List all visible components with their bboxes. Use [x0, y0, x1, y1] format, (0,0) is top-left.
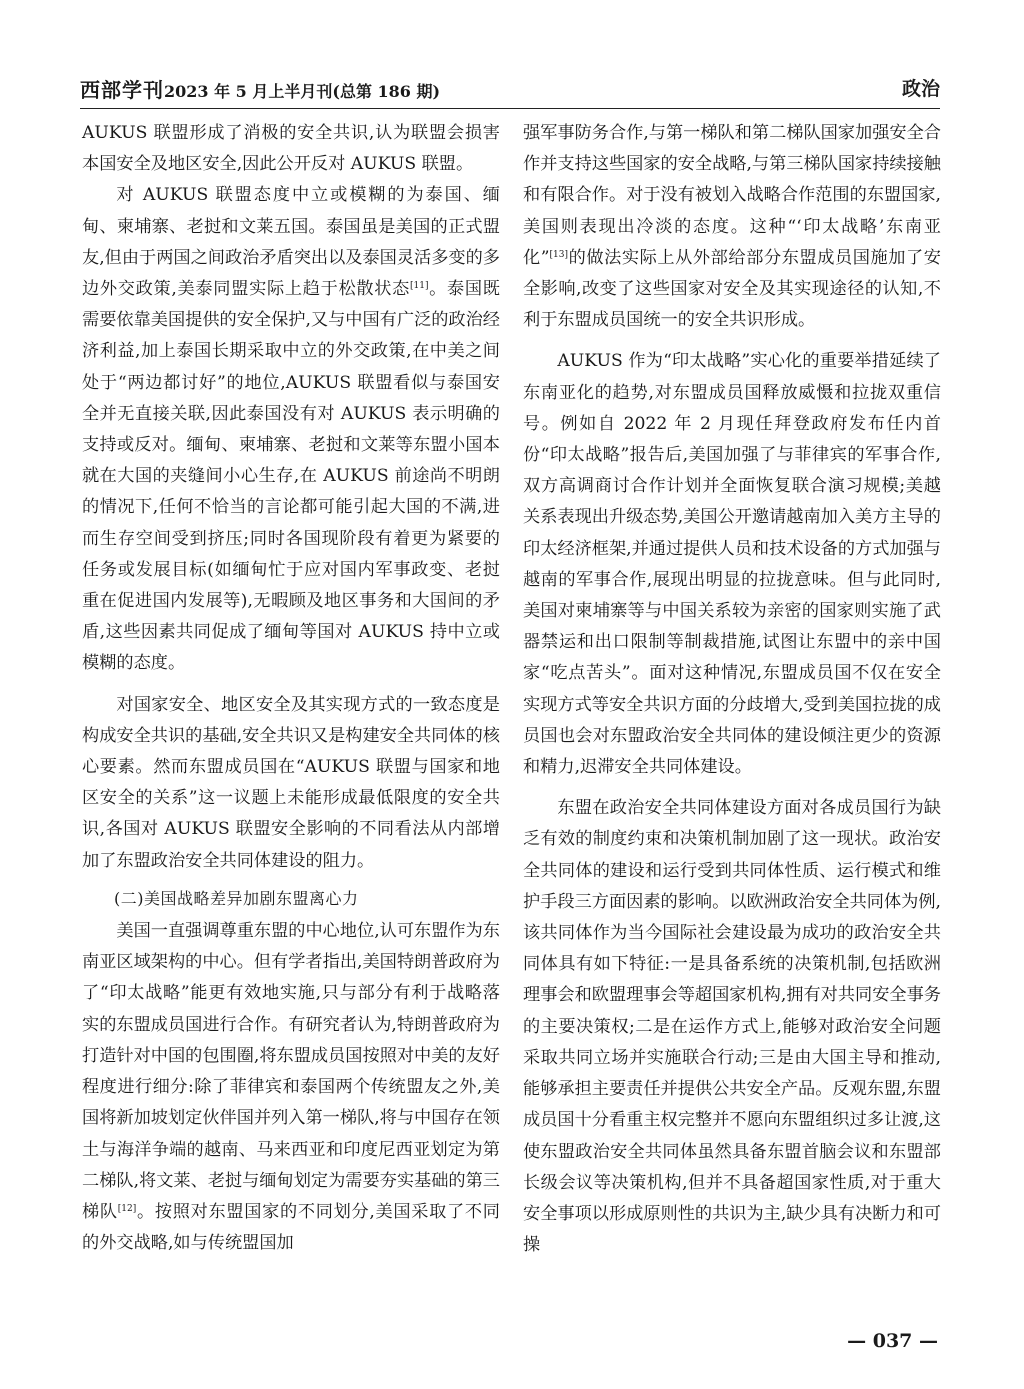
left-column — [82, 118, 500, 1259]
paragraph: 东盟在政治安全共同体建设方面对各成员国行为缺乏有效的制度约束和决策机制加剧了这一现状。政治安全共同体的建设和运行受到共同体性质、运行模式和维护手段三方面因素的影响。以欧洲政治安全共同体为例,该共同体作为当今国际社会建设最为成功的政治安全共同体具有如下特征:一是具备系统的决策机制,包括欧洲理事会和欧盟理事会等超国家机构,拥有对共同安全事务的主要决策权;二是在运作方式上,能够对政治安全问题采取共同立场并实施联合行动;三是由大国主导和推动,能够承担主要责任并提供公共安全产品。反观东盟,东盟成员国十分看重主权完整并不愿向东盟组织过多让渡,这使东盟政治安全共同体虽然具备东盟首脑会议和东盟部长级会议等决策机构,但并不具备超国家性质,对于重大安全事项以形成原则性的共识为主,缺少具有决断力和可操 — [523, 798, 941, 1256]
journal-title — [80, 74, 440, 103]
paragraph: AUKUS 作为“印太战略”实心化的重要举措延续了东南亚化的趋势,对东盟成员国释放威慑和拉拢双重信号。例如自 2022 年 2 月现任拜登政府发布任内首份“印太战略”报告后,美国加强了与菲律宾的军事合作,双方高调商讨合作计划并全面恢复联合演习规模;美越关系表现出升级态势,美国公开邀请越南加入美方主导的印太经济框架,并通过提供人员和技术设备的方式加强与越南的军事合作,展现出明显的拉拢意味。但与此同时,美国对柬埔寨等与中国关系较为亲密的国家则实施了武器禁运和出口限制等制裁措施,试图让东盟中的亲中国家“吃点苦头”。面对这种情况,东盟成员国不仅在安全实现方式等安全共识方面的分歧增大,受到美国拉拢的成员国也会对东盟政治安全共同体的建设倾注更少的资源和精力,迟滞安全共同体建设。 — [523, 351, 941, 778]
paragraph-text: 。泰国既需要依靠美国提供的安全保护,又与中国有广泛的政治经济利益,加上泰国长期采取中立的外交政策,在中美之间处于“两边都讨好”的地位,AUKUS 联盟看似与泰国安全并无直接关联,因此泰国没有对 AUKUS 表示明确的支持或反对。缅甸、柬埔寨、老挝和文莱等东盟小国本就在大国的夹缝间小心生存,在 AUKUS 前途尚不明朗的情况下,任何不恰当的言论都可能引起大国的不满,进而生存空间受到挤压;同时各国现阶段有着更为紧要的任务或发展目标(如缅甸忙于应对国内军事政变、老挝重在促进国内发展等),无暇顾及地区事务和大国间的矛盾,这些因素共同促成了缅甸等国对 AUKUS 持中立或模糊的态度。 — [82, 279, 500, 674]
citation-ref: [12] — [117, 1203, 137, 1214]
page-number: — 037 — — [847, 1330, 938, 1352]
section-name: 政治 — [901, 78, 940, 100]
running-header — [80, 68, 940, 109]
section-subheading: (二)美国战略差异加剧东盟离心力 — [114, 888, 359, 908]
issue-info: 2023 年 5 月上半月刊(总第 186 期) — [164, 82, 441, 101]
paragraph: AUKUS 联盟形成了消极的安全共识,认为联盟会损害本国安全及地区安全,因此公开反对 AUKUS 联盟。 — [82, 123, 500, 175]
paragraph-text: 对 AUKUS 联盟态度中立或模糊的为泰国、缅甸、柬埔寨、老挝和文莱五国。泰国虽是美国的正式盟友,但由于两国之间政治矛盾突出以及泰国灵活多变的多边外交政策,美泰同盟实际上趋于松散状态 — [82, 185, 500, 300]
citation-ref: [11] — [409, 281, 429, 292]
right-column — [523, 118, 941, 1261]
paragraph-text: 美国一直强调尊重东盟的中心地位,认可东盟作为东南亚区域架构的中心。但有学者指出,美国特朗普政府为了“印太战略”能更有效地实施,只与部分有利于战略落实的东盟成员国进行合作。有研究者认为,特朗普政府为打造针对中国的包围圈,将东盟成员国按照对中美的友好程度进行细分:除了菲律宾和泰国两个传统盟友之外,美国将新加坡划定伙伴国并列入第一梯队,将与中国存在领土与海洋争端的越南、马来西亚和印度尼西亚划定为第二梯队,将文莱、老挝与缅甸划定为需要夯实基础的第三梯队 — [82, 921, 500, 1222]
citation-ref: [13] — [549, 249, 569, 260]
paragraph-text: 强军事防务合作,与第一梯队和第二梯队国家加强安全合作并支持这些国家的安全战略,与第三梯队国家持续接触和有限合作。对于没有被划入战略合作范围的东盟国家,美国则表现出冷淡的态度。这种“‘印太战略’东南亚化” — [523, 123, 941, 268]
paragraph-text: 的做法实际上从外部给部分东盟成员国施加了安全影响,改变了这些国家对安全及其实现途径的认知,不利于东盟成员国统一的安全共识形成。 — [523, 247, 941, 331]
paragraph — [82, 916, 500, 1259]
paragraph-text: 。按照对东盟国家的不同划分,美国采取了不同的外交战略,如与传统盟国加 — [82, 1201, 500, 1254]
journal-name: 西部学刊 — [80, 78, 164, 102]
paragraph — [82, 180, 500, 679]
paragraph — [523, 118, 941, 336]
paragraph: 对国家安全、地区安全及其实现方式的一致态度是构成安全共识的基础,安全共识又是构建安全共同体的核心要素。然而东盟成员国在“AUKUS 联盟与国家和地区安全的关系”这一议题上未能形成最低限度的安全共识,各国对 AUKUS 联盟安全影响的不同看法从内部增加了东盟政治安全共同体建设的阻力。 — [82, 694, 500, 871]
